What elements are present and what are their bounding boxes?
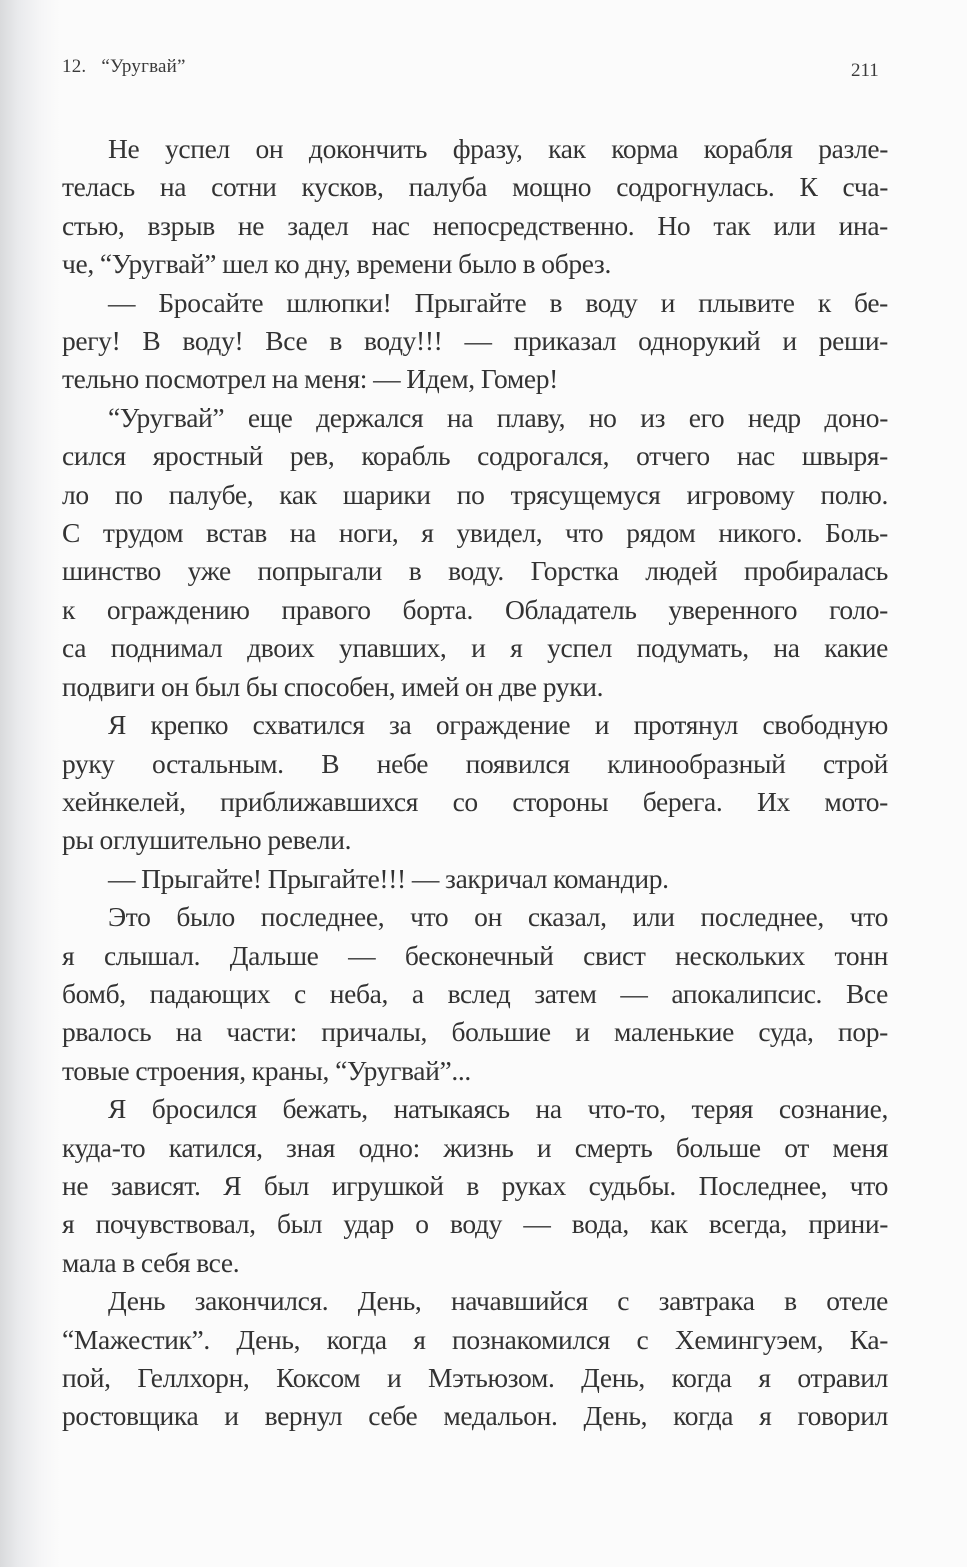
text-line: Не успел он докончить фразу, как корма корабля разле-	[108, 133, 888, 164]
text-line: ростовщика и вернул себе медальон. День, когда я говорил	[62, 1400, 888, 1432]
text-line: — Прыгайте! Прыгайте!!! — закричал командир.	[108, 862, 669, 894]
text-line: я почувствовал, был удар о воду — вода, как всегда, прини-	[62, 1208, 888, 1240]
text-line: Я бросился бежать, натыкаясь на что-то, теряя сознание,	[108, 1093, 888, 1125]
text-line: ло по палубе, как шарики по трясущемуся игровому полю.	[62, 478, 888, 510]
text-line: не зависят. Я был игрушкой в руках судьбы. Последнее, что	[62, 1169, 888, 1201]
text-line: руку остальным. В небе появился клинообразный строй	[62, 747, 888, 779]
text-line: товые строения, краны, “Уругвай”...	[62, 1054, 471, 1086]
text-line: че, “Уругвай” шел ко дну, времени было в обрез.	[62, 248, 611, 280]
chapter-number: 12.	[62, 56, 87, 77]
paragraph	[62, 399, 888, 706]
text-line: стью, взрыв не задел нас непосредственно. Но так или ина-	[62, 209, 888, 241]
running-head	[62, 56, 186, 78]
text-line: мала в себя все.	[62, 1246, 240, 1278]
text-line: День закончился. День, начавшийся с завтрака в отеле	[108, 1285, 888, 1317]
text-line: рвалось на части: причалы, большие и маленькие суда, пор-	[62, 1016, 888, 1048]
text-line: телась на сотни кусков, палуба мощно содрогнулась. К сча-	[62, 171, 888, 203]
text-line: са поднимал двоих упавших, и я успел подумать, на какие	[62, 632, 888, 664]
paragraph	[62, 860, 888, 898]
text-line: С трудом встав на ноги, я увидел, что рядом никого. Боль-	[62, 517, 888, 549]
text-line: “Уругвай” еще держался на плаву, но из его недр доно-	[108, 401, 888, 433]
text-line: к ограждению правого борта. Обладатель уверенного голо-	[62, 593, 888, 625]
text-line: я слышал. Дальше — бесконечный свист нескольких тонн	[62, 939, 888, 971]
text-line: подвиги он был бы способен, имей он две руки.	[62, 670, 604, 702]
page-number: 211	[851, 60, 879, 81]
text-line: “Мажестик”. День, когда я познакомился с Хемингуэем, Ка-	[62, 1323, 888, 1355]
text-line: шинство уже попрыгали в воду. Горстка людей пробиралась	[62, 555, 888, 587]
paragraph	[62, 284, 888, 399]
paragraph	[62, 1282, 888, 1436]
text-line: тельно посмотрел на меня: — Идем, Гомер!	[62, 363, 558, 395]
text-line: регу! В воду! Все в воду!!! — приказал однорукий и реши-	[62, 325, 888, 357]
text-line: сился яростный рев, корабль содрогался, отчего нас швыря-	[62, 440, 888, 472]
paragraph	[62, 1090, 888, 1282]
paragraph	[62, 898, 888, 1090]
text-line: Это было последнее, что он сказал, или последнее, что	[108, 901, 888, 933]
paragraph	[62, 130, 888, 284]
text-line: бомб, падающих с неба, а вслед затем — апокалипсис. Все	[62, 977, 888, 1009]
text-line: Я крепко схватился за ограждение и протянул свободную	[108, 709, 888, 741]
text-line: хейнкелей, приближавшихся со стороны берега. Их мото-	[62, 785, 888, 817]
text-line: — Бросайте шлюпки! Прыгайте в воду и плывите к бе-	[108, 286, 888, 318]
chapter-title: “Уругвай”	[101, 56, 186, 77]
text-line: куда-то катился, зная одно: жизнь и смерть больше от меня	[62, 1131, 888, 1163]
body-text	[62, 130, 888, 1436]
paragraph	[62, 706, 888, 860]
text-line: ры оглушительно ревели.	[62, 824, 352, 856]
text-line: пой, Геллхорн, Коксом и Мэтьюзом. День, когда я отравил	[62, 1362, 888, 1393]
